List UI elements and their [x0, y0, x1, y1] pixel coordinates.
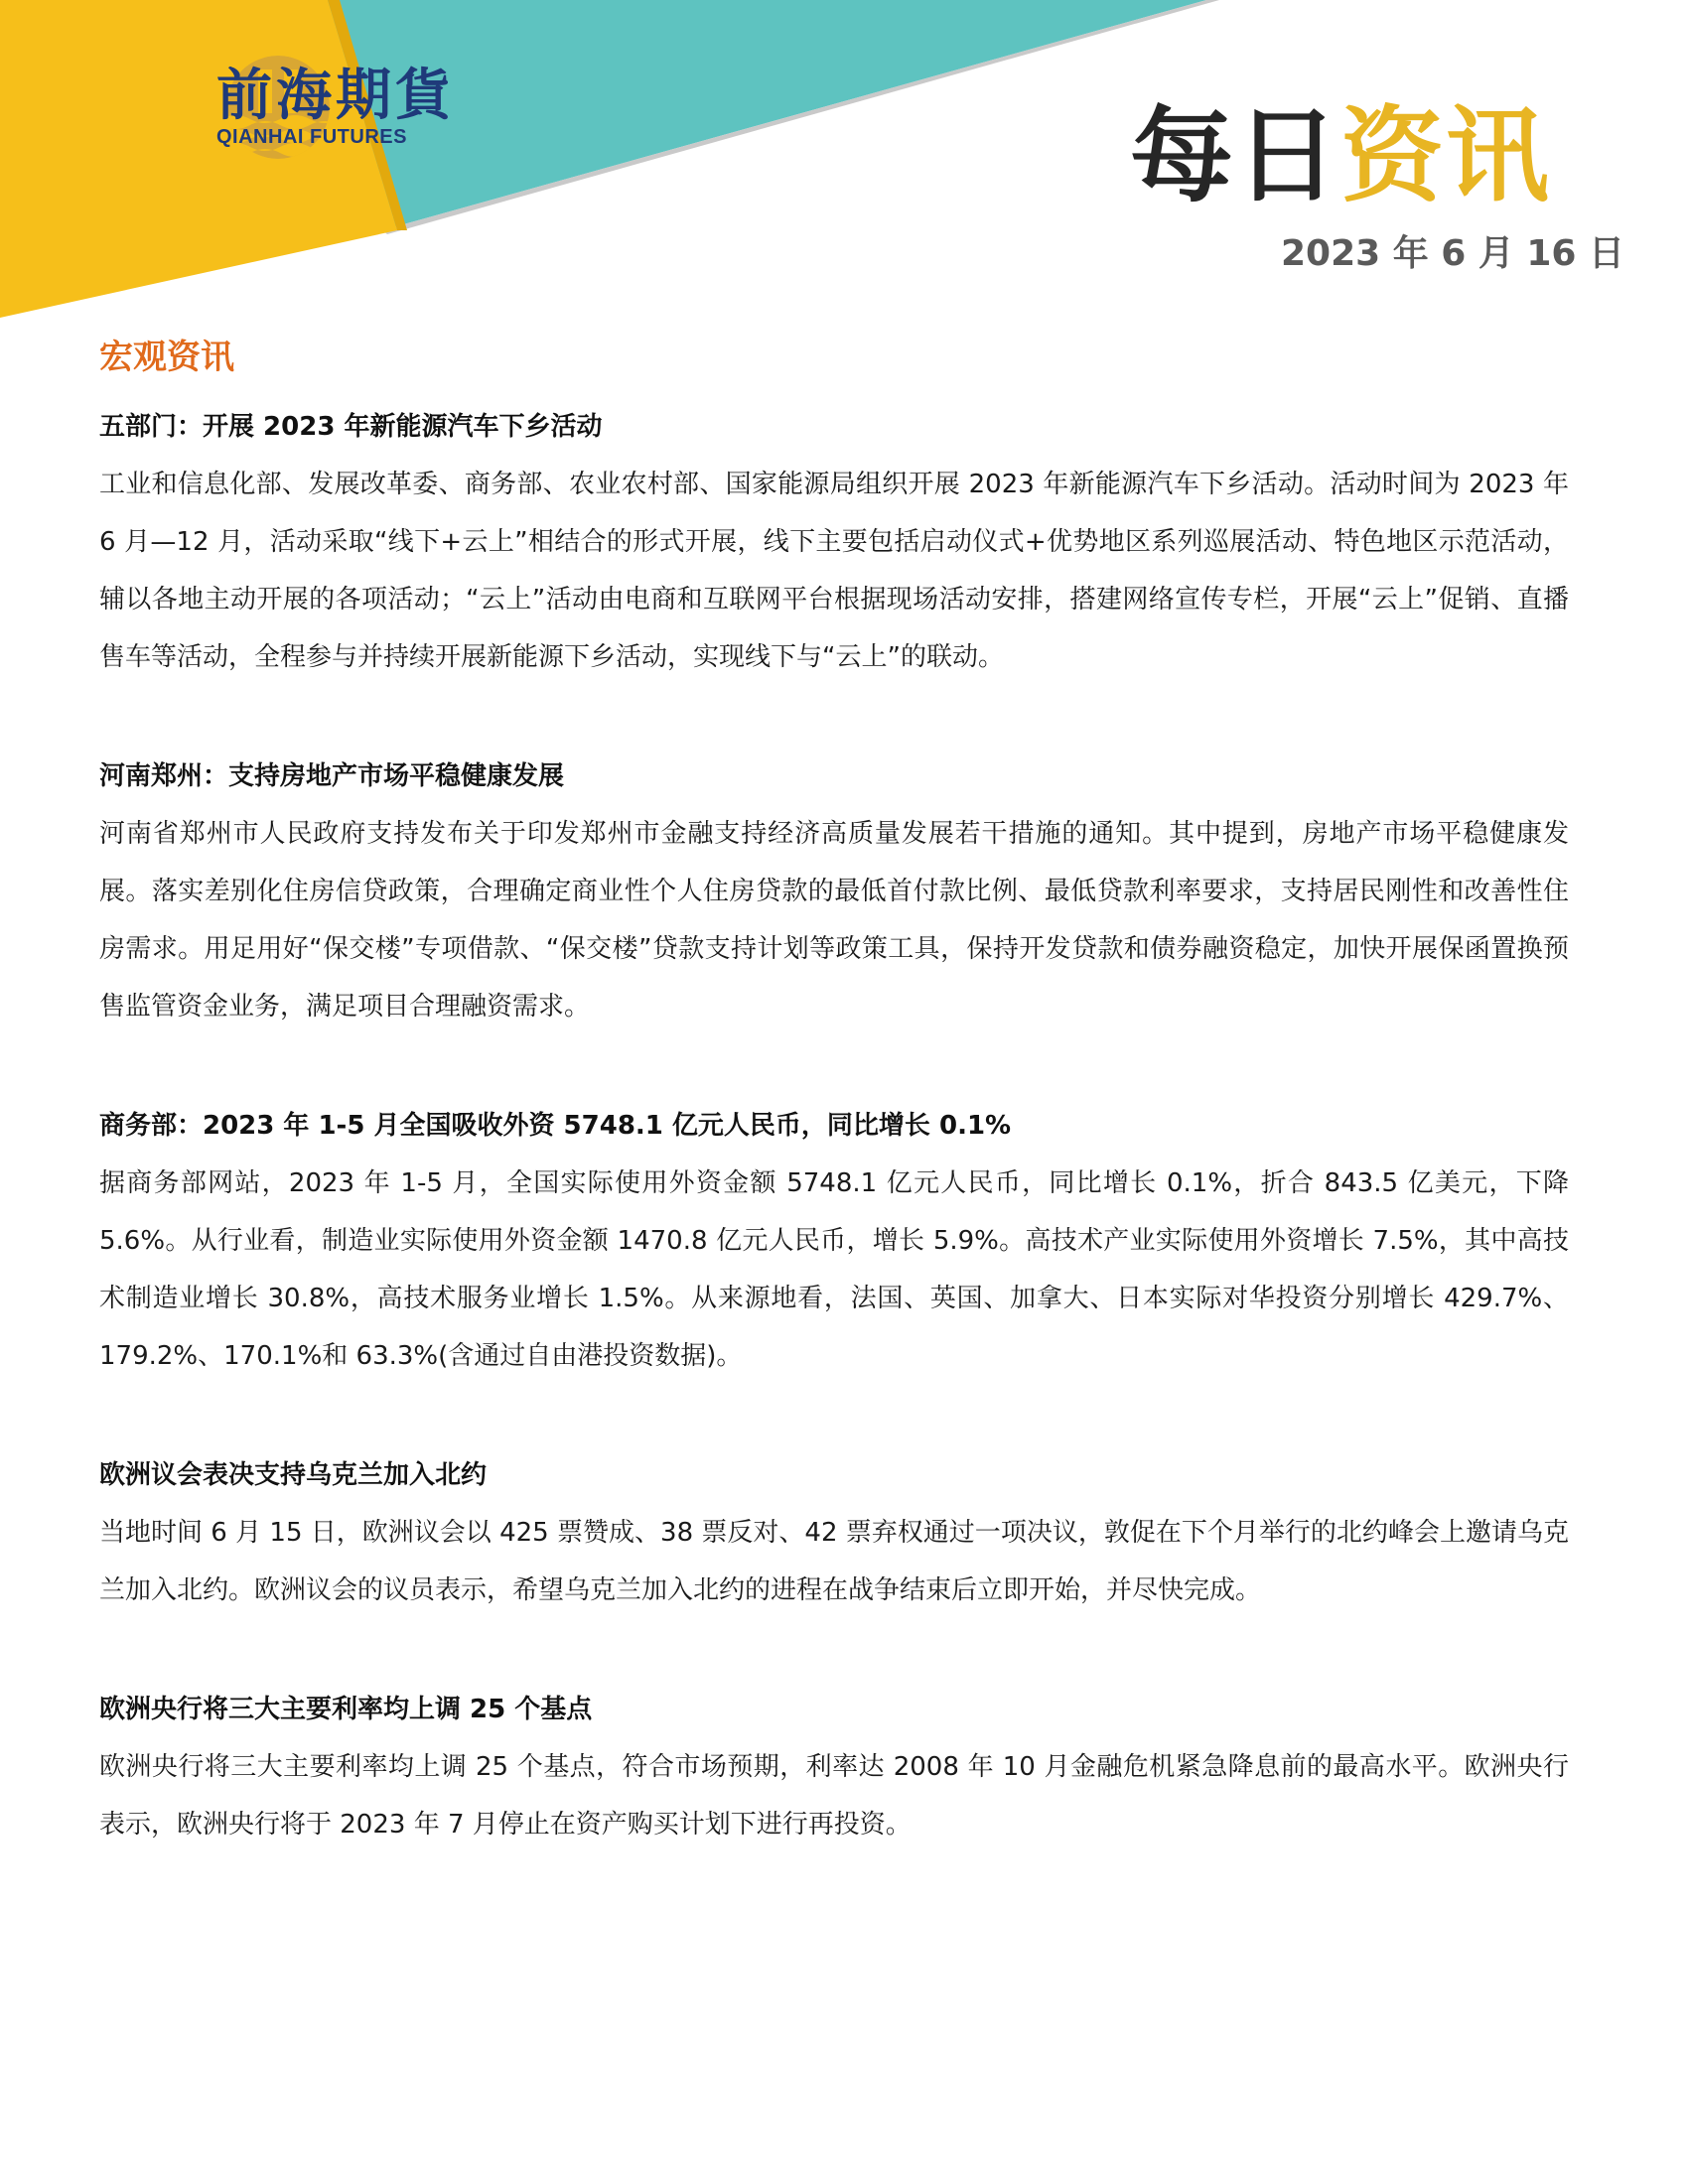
article: [99, 748, 1569, 1035]
logo-text-cn: 前海期貨: [216, 63, 455, 128]
report-date: 2023 年 6 月 16 日: [1280, 233, 1624, 274]
article-body: 据商务部网站，2023 年 1-5 月，全国实际使用外资金额 5748.1 亿元人民币，同比增长 0.1%，折合 843.5 亿美元，下降 5.6%。从行业看，制造业实际使用外资金额 1470.8 亿元人民币，增长 5.9%。高技术产业实际使用外资增长 7.5%，其中高技术制造业增长 30.8%，高技术服务业增长 1.5%。从来源地看，法国、英国、加拿大、日本实际对华投资分别增长 429.7%、179.2%、170.1%和 63.3%(含通过自由港投资数据)。: [99, 1167, 1569, 1371]
article-body: 工业和信息化部、发展改革委、商务部、农业农村部、国家能源局组织开展 2023 年新能源汽车下乡活动。活动时间为 2023 年 6 月—12 月，活动采取“线下+云上”相结合的形式开展，线下主要包括启动仪式+优势地区系列巡展活动、特色地区示范活动，辅以各地主动开展的各项活动；“云上”活动由电商和互联网平台根据现场活动安排，搭建网络宣传专栏，开展“云上”促销、直播售车等活动，全程参与并持续开展新能源下乡活动，实现线下与“云上”的联动。: [99, 469, 1569, 672]
article: [99, 1681, 1569, 1853]
article-body: 当地时间 6 月 15 日，欧洲议会以 425 票赞成、38 票反对、42 票弃权通过一项决议，敦促在下个月举行的北约峰会上邀请乌克兰加入北约。欧洲议会的议员表示，希望乌克兰加入北约的进程在战争结束后立即开始，并尽快完成。: [99, 1517, 1569, 1605]
page-title-part1: 每日: [1129, 95, 1340, 216]
page-title-part2: 资讯: [1339, 95, 1551, 216]
article: [99, 398, 1569, 686]
page-title: [1129, 95, 1551, 216]
article-title: 欧洲议会表决支持乌克兰加入北约: [99, 1459, 488, 1490]
article: [99, 1446, 1569, 1619]
article-title: 欧洲央行将三大主要利率均上调 25 个基点: [99, 1694, 593, 1724]
article-title: 河南郑州：支持房地产市场平稳健康发展: [99, 760, 565, 791]
section-heading: 宏观资讯: [99, 338, 234, 377]
article-title: 商务部：2023 年 1-5 月全国吸收外资 5748.1 亿元人民币，同比增长 0.1%: [99, 1110, 1012, 1141]
main-content: [99, 338, 1569, 1915]
logo-text-en: QIANHAI FUTURES: [216, 126, 407, 148]
article-body: 欧洲央行将三大主要利率均上调 25 个基点，符合市场预期，利率达 2008 年 10 月金融危机紧急降息前的最高水平。欧洲央行表示，欧洲央行将于 2023 年 7 月停止在资产购买计划下进行再投资。: [99, 1751, 1569, 1840]
article-body: 河南省郑州市人民政府支持发布关于印发郑州市金融支持经济高质量发展若干措施的通知。其中提到，房地产市场平稳健康发展。落实差别化住房信贷政策，合理确定商业性个人住房贷款的最低首付款比例、最低贷款利率要求，支持居民刚性和改善性住房需求。用足用好“保交楼”专项借款、“保交楼”贷款支持计划等政策工具，保持开发贷款和债券融资稳定，加快开展保函置换预售监管资金业务，满足项目合理融资需求。: [99, 818, 1569, 1022]
article-title: 五部门：开展 2023 年新能源汽车下乡活动: [99, 411, 603, 442]
article: [99, 1097, 1569, 1385]
